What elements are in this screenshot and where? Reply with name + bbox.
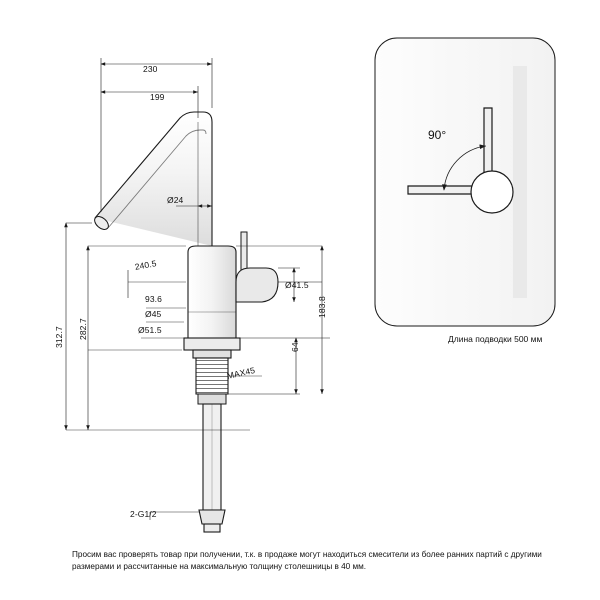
supply-tube	[199, 404, 225, 532]
dim-label-height-body: 282.7	[78, 318, 88, 340]
dim-label-height-spout: 240.5	[134, 258, 158, 272]
dim-label-base-d515: Ø51.5	[138, 325, 162, 335]
dim-label-spout-diameter: Ø24	[167, 195, 184, 205]
detail-panel-frame	[375, 38, 555, 326]
threaded-shank	[196, 358, 228, 404]
dim-label-height-total: 312.7	[54, 326, 64, 348]
faucet-outline	[92, 112, 212, 246]
dim-label-spout-total: 230	[143, 64, 158, 74]
dim-label-handle-diameter: Ø41.5	[285, 280, 309, 290]
dim-label-thread-size: 2-G1/2	[130, 509, 157, 519]
faucet-base	[184, 338, 240, 358]
dim-label-spout-reach: 199	[150, 92, 165, 102]
dim-label-depth-64: 64	[290, 342, 300, 352]
dim-label-height-1838: 183.8	[317, 296, 327, 318]
dim-label-base-d45: Ø45	[145, 309, 162, 319]
angle-label-90: 90°	[428, 128, 447, 142]
dim-label-max-thickness: MAX45	[226, 365, 256, 381]
footnote-text: Просим вас проверять товар при получении, т.к. в продаже могут находиться смесители из более ранних партий с другими размерами и рассчитанные на максимальную толщину столешницы в 40 мм.	[72, 550, 542, 571]
faucet-body	[188, 232, 278, 338]
dim-label-height-handle: 93.6	[145, 294, 162, 304]
detail-panel-caption: Длина подводки 500 мм	[448, 334, 543, 344]
